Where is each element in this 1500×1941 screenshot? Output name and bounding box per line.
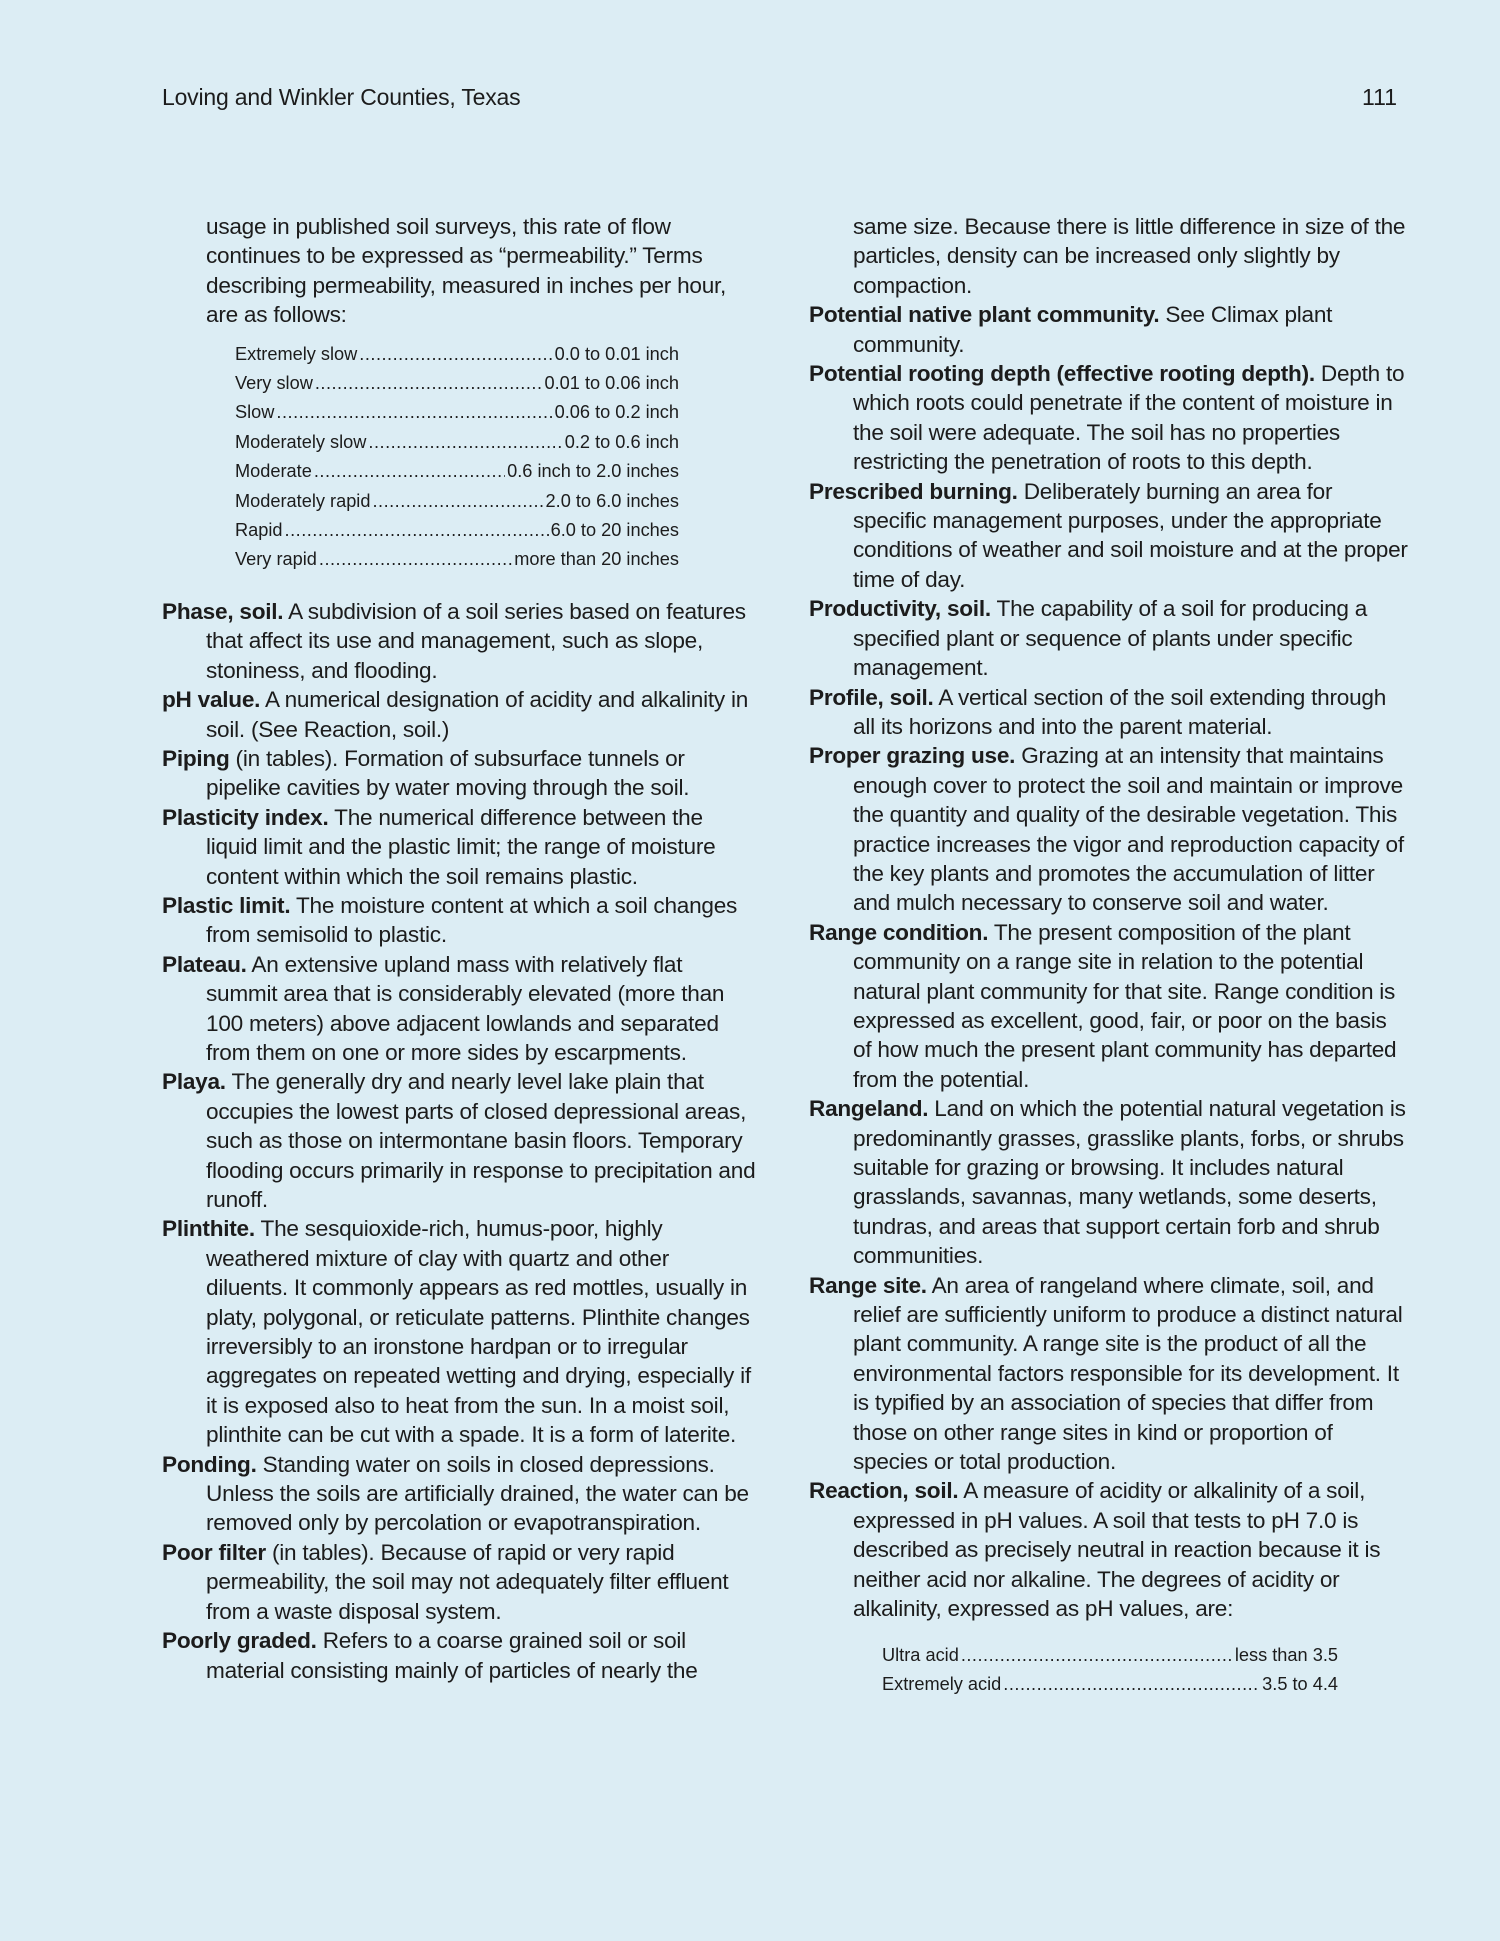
dot-leader <box>372 487 543 516</box>
row-value: more than 20 inches <box>514 549 679 570</box>
row-value: less than 3.5 <box>1234 1644 1338 1665</box>
permeability-intro: usage in published soil surveys, this rate of flow continues to be expressed as “permeability.” Terms describing permeability, measured in inches per hour, are as follows: <box>206 214 727 328</box>
row-label: Slow <box>235 402 275 423</box>
dot-leader <box>276 398 552 427</box>
glossary-term: Playa. <box>162 1069 226 1095</box>
right-column <box>809 212 1409 1721</box>
glossary-definition: Refers to a coarse grained soil or soil material consisting mainly of particles of nearly the <box>206 1628 698 1683</box>
glossary-definition: The capability of a soil for producing a specified plant or sequence of plants under specific management. <box>853 596 1368 681</box>
glossary-entry <box>809 683 1409 742</box>
glossary-term: Potential native plant community. <box>809 302 1160 328</box>
dot-leader <box>285 516 549 545</box>
row-value: 6.0 to 20 inches <box>550 520 679 541</box>
glossary-term: Profile, soil. <box>809 684 934 710</box>
glossary-term: Plinthite. <box>162 1216 255 1242</box>
row-label: Extremely acid <box>882 1673 1002 1694</box>
glossary-entry <box>162 685 756 744</box>
row-value: 2.0 to 6.0 inches <box>545 490 679 511</box>
glossary-term: Rangeland. <box>809 1096 929 1122</box>
table-row <box>235 457 679 486</box>
row-label: Ultra acid <box>882 1644 959 1665</box>
row-value: 3.5 to 4.4 <box>1262 1673 1338 1694</box>
table-row <box>235 545 679 574</box>
dot-leader <box>314 457 505 486</box>
glossary-definition: The numerical difference between the liquid limit and the plastic limit; the range of moisture content within which the soil remains plastic. <box>206 804 716 889</box>
dot-leader <box>315 369 543 398</box>
glossary-entry <box>162 744 756 803</box>
glossary-entry <box>162 1538 756 1626</box>
row-label: Very rapid <box>235 549 317 570</box>
glossary-term: Phase, soil. <box>162 598 284 624</box>
glossary-definition: Deliberately burning an area for specific management purposes, under the appropriate conditions of weather and soil moisture and at the proper time of day. <box>853 478 1408 592</box>
table-row <box>235 340 679 369</box>
glossary-definition: The sesquioxide-rich, humus-poor, highly weathered mixture of clay with quartz and other diluents. It commonly appears as red mottles, usually in platy, polygonal, or reticulate patterns. Plinthite changes irreversibly to an ironstone hardpan or to irregular aggregates on repeated wetting and drying, especially if it is exposed also to heat from the sun. In a moist soil, plinthite can be cut with a spade. It is a form of laterite. <box>206 1216 751 1448</box>
glossary-term: Poorly graded. <box>162 1628 317 1654</box>
row-label: Moderately rapid <box>235 490 371 511</box>
glossary-entry <box>162 1450 756 1538</box>
glossary-term: Reaction, soil. <box>809 1478 959 1504</box>
glossary-entry <box>809 594 1409 682</box>
glossary-entry <box>809 477 1409 595</box>
row-label: Extremely slow <box>235 343 358 364</box>
dot-leader <box>359 340 552 369</box>
table-row <box>882 1670 1338 1699</box>
dot-leader <box>1003 1670 1260 1699</box>
table-row <box>235 428 679 457</box>
glossary-definition: Depth to which roots could penetrate if the content of moisture in the soil were adequate. The soil has no properties restricting the penetration of roots to this depth. <box>853 361 1405 475</box>
glossary-definition: A numerical designation of acidity and alkalinity in soil. (See Reaction, soil.) <box>206 687 749 742</box>
glossary-entry <box>809 1476 1409 1623</box>
glossary-term: Plastic limit. <box>162 892 291 918</box>
glossary-entry <box>162 1626 756 1685</box>
row-label: Rapid <box>235 520 283 541</box>
glossary-entry <box>809 918 1409 1094</box>
glossary-definition: Grazing at an intensity that maintains enough cover to protect the soil and maintain or improve the quantity and quality of the desirable vegetation. This practice increases the vigor and reproduction capacity of the key plants and promotes the accumulation of litter and mulch necessary to conserve soil and water. <box>853 743 1404 916</box>
glossary-term: Range condition. <box>809 919 989 945</box>
glossary-definition: An extensive upland mass with relatively flat summit area that is considerably elevated (more than 100 meters) above adjacent lowlands and separated from them on one or more sides by escarpments. <box>206 951 725 1065</box>
glossary-term: Prescribed burning. <box>809 478 1018 504</box>
dot-leader <box>319 545 512 574</box>
row-label: Very slow <box>235 373 313 394</box>
glossary-term: Plateau. <box>162 951 247 977</box>
glossary-entry <box>809 741 1409 917</box>
glossary-entry <box>809 300 1409 359</box>
glossary-definition: The moisture content at which a soil changes from semisolid to plastic. <box>206 892 738 948</box>
glossary-entries-left <box>162 597 756 1685</box>
table-row <box>235 398 679 427</box>
table-row <box>235 369 679 398</box>
glossary-definition: A vertical section of the soil extending through all its horizons and into the parent material. <box>853 684 1387 739</box>
glossary-entry <box>162 1067 756 1214</box>
table-row <box>882 1641 1338 1670</box>
dot-leader <box>368 428 562 457</box>
row-value: 0.2 to 0.6 inch <box>564 431 679 452</box>
glossary-entry <box>162 597 756 685</box>
glossary-term: Proper grazing use. <box>809 743 1016 769</box>
glossary-definition: An area of rangeland where climate, soil, and relief are sufficiently uniform to produce a distinct natural plant community. A range site is the product of all the environmental factors responsible for its development. It is typified by an association of species that differ from those on other range sites in kind or proportion of species or total production. <box>853 1272 1403 1475</box>
page-number: 111 <box>1362 84 1397 110</box>
row-value: 0.06 to 0.2 inch <box>554 402 679 423</box>
glossary-term: Piping <box>162 745 230 771</box>
glossary-term: pH value. <box>162 687 261 713</box>
row-label: Moderately slow <box>235 431 367 452</box>
glossary-definition: (in tables). Formation of subsurface tunnels or pipelike cavities by water moving through the soil. <box>206 745 690 801</box>
glossary-entry <box>162 950 756 1068</box>
glossary-term: Poor filter <box>162 1539 266 1565</box>
glossary-definition: See Climax plant community. <box>853 302 1333 357</box>
row-value: 0.01 to 0.06 inch <box>544 373 679 394</box>
glossary-definition: The generally dry and nearly level lake plain that occupies the lowest parts of closed depressional areas, such as those on intermontane basin floors. Temporary flooding occurs primarily in response to precipitation and runoff. <box>206 1069 756 1212</box>
glossary-entry <box>162 803 756 891</box>
row-value: 0.0 to 0.01 inch <box>554 343 679 364</box>
glossary-definition: A subdivision of a soil series based on features that affect its use and management, such as slope, stoniness, and flooding. <box>206 598 746 683</box>
continuation-text: same size. Because there is little difference in size of the particles, density can be increased only slightly by compaction. <box>853 214 1406 298</box>
glossary-entry <box>809 1271 1409 1477</box>
glossary-definition: A measure of acidity or alkalinity of a soil, expressed in pH values. A soil that tests to pH 7.0 is described as precisely neutral in reaction because it is neither acid nor alkaline. The degrees of acidity or alkalinity, expressed as pH values, are: <box>853 1478 1381 1622</box>
glossary-term: Range site. <box>809 1272 927 1298</box>
permeability-table <box>162 340 679 575</box>
glossary-definition: Standing water on soils in closed depressions. Unless the soils are artificially drained, the water can be removed only by percolation or evapotranspiration. <box>206 1451 749 1536</box>
running-header-title: Loving and Winkler Counties, Texas <box>162 84 521 110</box>
glossary-entry <box>162 891 756 950</box>
glossary-term: Plasticity index. <box>162 804 329 830</box>
glossary-term: Ponding. <box>162 1451 257 1477</box>
glossary-entry <box>809 359 1409 477</box>
glossary-definition: Land on which the potential natural vegetation is predominantly grasses, grasslike plants, forbs, or shrubs suitable for grazing or browsing. It includes natural grasslands, savannas, many wetlands, some deserts, tundras, and areas that support certain forb and shrub communities. <box>853 1096 1406 1269</box>
row-label: Moderate <box>235 461 312 482</box>
left-column <box>162 212 756 1685</box>
row-value: 0.6 inch to 2.0 inches <box>507 461 679 482</box>
glossary-term: Productivity, soil. <box>809 596 991 622</box>
glossary-entry <box>809 1094 1409 1270</box>
glossary-term: Potential rooting depth (effective rooting depth). <box>809 361 1315 387</box>
glossary-entries-right <box>809 300 1409 1623</box>
dot-leader <box>961 1641 1233 1670</box>
table-row <box>235 487 679 516</box>
table-row <box>235 516 679 545</box>
glossary-entry <box>162 1214 756 1449</box>
glossary-definition: The present composition of the plant community on a range site in relation to the potential natural plant community for that site. Range condition is expressed as excellent, good, fair, or poor on the basis of how much the present plant community has departed from the potential. <box>853 919 1397 1092</box>
reaction-table <box>809 1641 1338 1700</box>
glossary-definition: (in tables). Because of rapid or very rapid permeability, the soil may not adequately filter effluent from a waste disposal system. <box>206 1539 729 1624</box>
